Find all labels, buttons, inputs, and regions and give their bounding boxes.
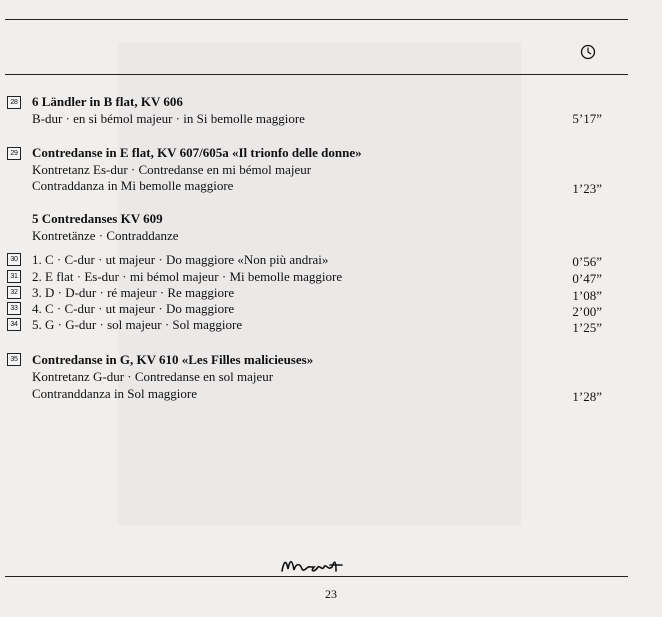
work-subtitle: Contraddanza in Mi bemolle maggiore [32,178,234,193]
duration: 1’08” [572,288,602,303]
movement-line: 1. C · C-dur · ut majeur · Do maggiore «Non più andrai» [32,252,329,267]
track-number-badge: 33 [7,302,21,315]
work-subtitle: Kontretanz Es-dur · Contredanse en mi bémol majeur [32,162,312,177]
movement-line: 3. D · D-dur · ré majeur · Re maggiore [32,285,235,300]
duration: 1’23” [572,181,602,196]
work-title: 6 Ländler in B flat, KV 606 [32,94,183,109]
track-number-badge: 34 [7,318,21,331]
mozart-signature [280,555,360,577]
track-number-badge: 28 [7,96,21,109]
track-number-badge: 29 [7,147,21,160]
duration: 1’25” [572,320,602,335]
duration: 2’00” [572,304,602,319]
track-number-badge: 31 [7,270,21,283]
movement-line: 2. E flat · Es-dur · mi bémol majeur · Mi bemolle maggiore [32,269,343,284]
work-subtitle: Kontretänze · Contraddanze [32,228,179,243]
footer-rule [5,576,628,577]
duration: 5’17” [572,111,602,126]
work-subtitle: Kontretanz G-dur · Contredanse en sol majeur [32,369,274,384]
duration: 0’56” [572,254,602,269]
duration: 1’28” [572,389,602,404]
work-subtitle: Contranddanza in Sol maggiore [32,386,197,401]
header-rule [5,74,628,75]
movement-line: 5. G · G-dur · sol majeur · Sol maggiore [32,317,243,332]
duration: 0’47” [572,271,602,286]
movement-line: 4. C · C-dur · ut majeur · Do maggiore [32,301,235,316]
work-title: Contredanse in E flat, KV 607/605a «Il trionfo delle donne» [32,145,362,160]
track-number-badge: 32 [7,286,21,299]
work-title: 5 Contredanses KV 609 [32,211,163,226]
top-rule [5,19,628,20]
track-number-badge: 35 [7,353,21,366]
page-number: 23 [325,587,337,601]
work-title: Contredanse in G, KV 610 «Les Filles malicieuses» [32,352,314,367]
work-subtitle: B-dur · en si bémol majeur · in Si bemolle maggiore [32,111,305,126]
clock-icon [580,44,596,60]
track-number-badge: 30 [7,253,21,266]
